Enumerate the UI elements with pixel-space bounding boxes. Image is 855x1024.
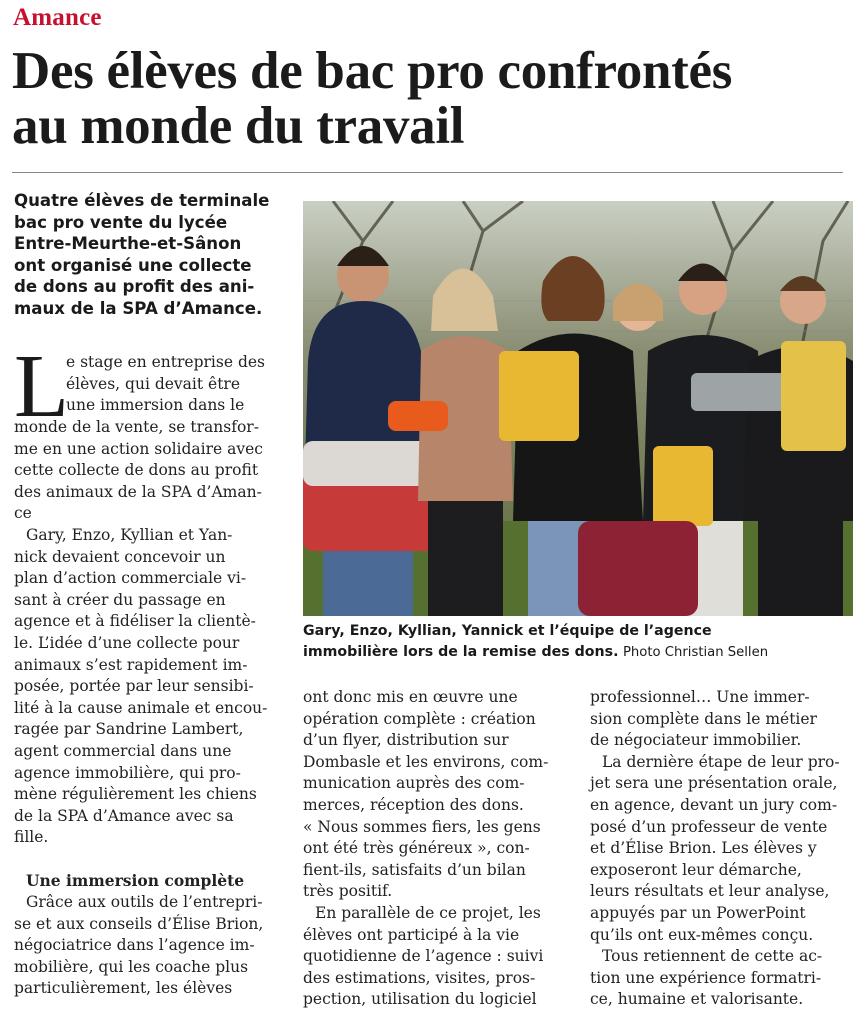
text-line: et d’Élise Brion. Les élèves y — [590, 839, 817, 858]
text-line: mène régulièrement les chiens — [14, 785, 257, 804]
spacer — [14, 849, 279, 871]
text-line: La dernière étape de leur pro- — [602, 752, 840, 771]
article-photo — [303, 201, 853, 616]
text-line: posé d’un professeur de vente — [590, 817, 828, 836]
article-headline — [12, 44, 852, 154]
text-line: mobilière, qui les coache plus — [14, 957, 249, 976]
text-line: me en une action solidaire avec — [14, 439, 263, 458]
headline-line-2: au monde du travail — [12, 97, 465, 155]
text-line: agence et à fidéliser la clientè- — [14, 612, 256, 631]
text-line: particulièrement, les élèves — [14, 979, 233, 998]
lead-line: bac pro vente du lycée — [14, 212, 228, 232]
headline-line-1: Des élèves de bac pro confrontés — [12, 42, 733, 100]
column-1 — [14, 417, 279, 1000]
text-line: qu’ils ont eux-mêmes conçu. — [590, 925, 814, 944]
text-line: négociatrice dans l’agence im- — [14, 936, 255, 955]
text-line: le. L’idée d’une collecte pour — [14, 633, 240, 652]
text-line: élèves ont participé à la vie — [303, 925, 520, 944]
lead-line: maux de la SPA d’Amance. — [14, 298, 263, 318]
text-line: fille. — [14, 828, 49, 847]
text-line: fient-ils, satisfaits d’un bilan — [303, 860, 526, 879]
photo-caption — [303, 621, 855, 663]
text-line: professionnel… Une immer- — [590, 688, 810, 706]
text-line: leurs résultats et leur analyse, — [590, 882, 830, 901]
text-line: ce — [14, 504, 32, 523]
column-2 — [303, 687, 565, 1011]
text-line: pection, utilisation du logiciel — [303, 990, 537, 1009]
text-line: une immersion dans le — [66, 396, 245, 415]
caption-text: immobilière lors de la remise des dons. — [303, 644, 619, 660]
caption-line-2 — [303, 642, 855, 663]
text-line: nick devaient concevoir un — [14, 547, 226, 566]
photo-illustration — [303, 201, 853, 616]
text-line: Dombasle et les environs, com- — [303, 752, 549, 771]
text-line: jet sera une présentation orale, — [590, 774, 838, 793]
text-line: tion une expérience formatri- — [590, 968, 822, 987]
text-line: ont donc mis en œuvre une — [303, 688, 518, 706]
text-line: merces, réception des dons. — [303, 795, 524, 814]
text-line: ont été très généreux », con- — [303, 839, 530, 858]
text-line: monde de la vente, se transfor- — [14, 418, 259, 436]
column-1-top — [66, 352, 278, 417]
text-line: de la SPA d’Amance avec sa — [14, 806, 234, 825]
lead-line: Entre-Meurthe-et-Sânon — [14, 234, 242, 253]
text-line: appuyés par un PowerPoint — [590, 903, 806, 922]
text-line: animaux s’est rapidement im- — [14, 655, 248, 674]
text-line: e stage en entreprise des — [66, 353, 265, 371]
section-kicker: Amance — [13, 4, 102, 31]
subheading: Une immersion complète — [26, 871, 245, 891]
text-line: plan d’action commerciale vi- — [14, 569, 247, 588]
drop-cap: L — [14, 337, 69, 436]
text-line: sant à créer du passage en — [14, 590, 226, 609]
text-line: ragée par Sandrine Lambert, — [14, 720, 244, 739]
text-line: d’un flyer, distribution sur — [303, 731, 509, 750]
text-line: élèves, qui devait être — [66, 374, 241, 393]
text-line: de négociateur immobilier. — [590, 731, 802, 750]
text-line: sion complète dans le métier — [590, 709, 817, 728]
text-line: cette collecte de dons au profit — [14, 461, 259, 480]
text-line: lité à la cause animale et encou- — [14, 698, 268, 717]
text-line: opération complète : création — [303, 709, 536, 728]
lead-line: ont organisé une collecte — [14, 255, 252, 275]
text-line: ce, humaine et valorisante. — [590, 990, 804, 1009]
text-line: quotidienne de l’agence : suivi — [303, 947, 544, 966]
column-3 — [590, 687, 852, 1011]
text-line: en agence, devant un jury com- — [590, 795, 838, 814]
text-line: des estimations, visites, pros- — [303, 968, 536, 987]
text-line: Tous retiennent de cette ac- — [602, 947, 823, 966]
text-line: Grâce aux outils de l’entrepri- — [26, 893, 263, 912]
text-line: exposeront leur démarche, — [590, 860, 802, 879]
article-lead — [14, 190, 284, 319]
text-line: En parallèle de ce projet, les — [315, 903, 541, 922]
text-line: agent commercial dans une — [14, 741, 232, 760]
headline-rule — [12, 172, 843, 173]
text-line: des animaux de la SPA d’Aman- — [14, 482, 262, 501]
text-line: très positif. — [303, 882, 393, 901]
text-line: agence immobilière, qui pro- — [14, 763, 241, 782]
lead-line: de dons au profit des ani- — [14, 277, 255, 296]
text-line: posée, portée par leur sensibi- — [14, 677, 254, 696]
text-line: « Nous sommes fiers, les gens — [303, 817, 541, 836]
text-line: munication auprès des com- — [303, 774, 525, 793]
caption-line-1: Gary, Enzo, Kyllian, Yannick et l’équipe de l’agence — [303, 623, 712, 639]
text-line: Gary, Enzo, Kyllian et Yan- — [26, 525, 233, 544]
lead-line: Quatre élèves de terminale — [14, 191, 270, 210]
photo-credit: Photo Christian Sellen — [622, 645, 769, 660]
text-line: se et aux conseils d’Élise Brion, — [14, 914, 264, 933]
